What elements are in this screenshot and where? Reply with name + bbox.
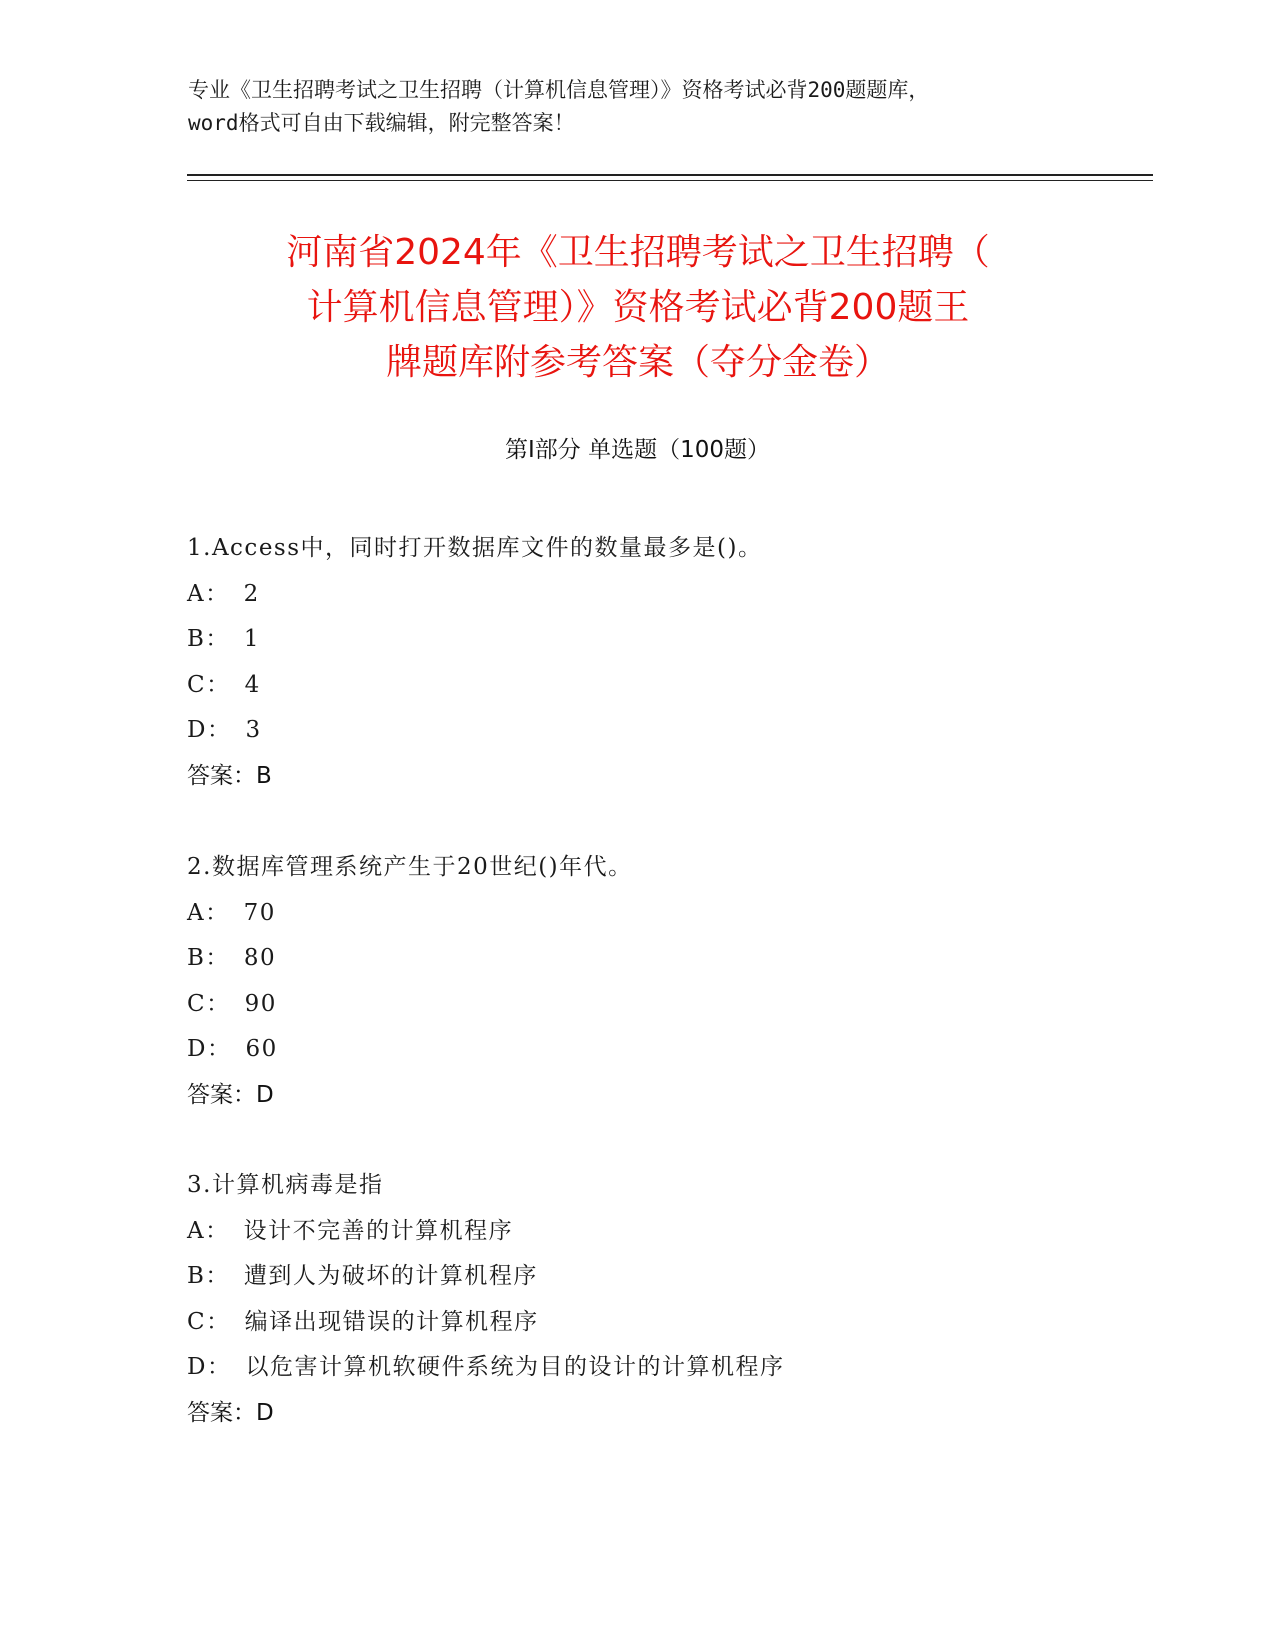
option-text: 遭到人为破坏的计算机程序 xyxy=(243,1263,538,1289)
header-note-line-1: 专业《卫生招聘考试之卫生招聘（计算机信息管理）》资格考试必背200题题库， xyxy=(188,78,930,102)
option-text: 60 xyxy=(245,1036,278,1062)
option-d xyxy=(187,1345,1167,1391)
answer: 答案：B xyxy=(187,762,272,789)
title-line-1: 河南省2024年《卫生招聘考试之卫生招聘（ xyxy=(286,232,990,273)
option-letter: C： xyxy=(187,671,231,698)
question-2 xyxy=(187,845,1167,1118)
option-text: 设计不完善的计算机程序 xyxy=(243,1217,514,1244)
answer: 答案：D xyxy=(187,1081,274,1108)
option-text: 80 xyxy=(243,945,277,971)
option-text: 编译出现错误的计算机程序 xyxy=(244,1308,539,1335)
option-letter: D： xyxy=(187,717,232,743)
option-letter: C： xyxy=(187,1308,231,1335)
option-letter: C： xyxy=(187,990,231,1017)
option-text: 1 xyxy=(243,626,261,652)
option-text: 90 xyxy=(244,990,277,1017)
question-3 xyxy=(187,1163,1167,1436)
option-text: 70 xyxy=(243,899,276,926)
option-d xyxy=(187,708,1167,754)
question-1 xyxy=(187,526,1167,799)
option-text: 4 xyxy=(244,671,261,698)
option-c xyxy=(187,982,1167,1028)
option-letter: A： xyxy=(187,899,230,926)
section-heading: 第I部分 单选题（100题） xyxy=(505,437,770,463)
option-letter: A： xyxy=(187,580,230,607)
option-text: 以危害计算机软硬件系统为目的设计的计算机程序 xyxy=(245,1354,785,1380)
option-b xyxy=(187,617,1167,663)
header-note-line-2: word格式可自由下载编辑，附完整答案！ xyxy=(188,111,575,135)
option-text: 2 xyxy=(243,580,260,607)
option-letter: D： xyxy=(187,1036,232,1062)
option-text: 3 xyxy=(245,717,262,743)
option-letter: B： xyxy=(187,1263,230,1289)
title-line-2: 计算机信息管理）》资格考试必背200题王 xyxy=(306,287,970,328)
question-stem: 2.数据库管理系统产生于20世纪()年代。 xyxy=(187,854,633,880)
option-a xyxy=(187,1209,1167,1255)
option-c xyxy=(187,663,1167,709)
answer: 答案：D xyxy=(187,1399,274,1426)
title-line-3: 牌题库附参考答案（夺分金卷） xyxy=(385,342,890,383)
option-a xyxy=(187,891,1167,937)
question-stem: 1.Access中，同时打开数据库文件的数量最多是()。 xyxy=(187,535,763,561)
option-b xyxy=(187,1254,1167,1300)
option-b xyxy=(187,936,1167,982)
option-letter: B： xyxy=(187,626,230,652)
header-note xyxy=(188,74,1088,140)
option-c xyxy=(187,1300,1167,1346)
option-a xyxy=(187,572,1167,618)
document-title xyxy=(188,225,1088,390)
option-letter: D： xyxy=(187,1354,232,1380)
divider-thin xyxy=(187,180,1153,181)
option-d xyxy=(187,1027,1167,1073)
divider-thick xyxy=(187,174,1153,176)
option-letter: A： xyxy=(187,1217,230,1244)
option-letter: B： xyxy=(187,945,230,971)
question-stem: 3.计算机病毒是指 xyxy=(187,1172,384,1198)
